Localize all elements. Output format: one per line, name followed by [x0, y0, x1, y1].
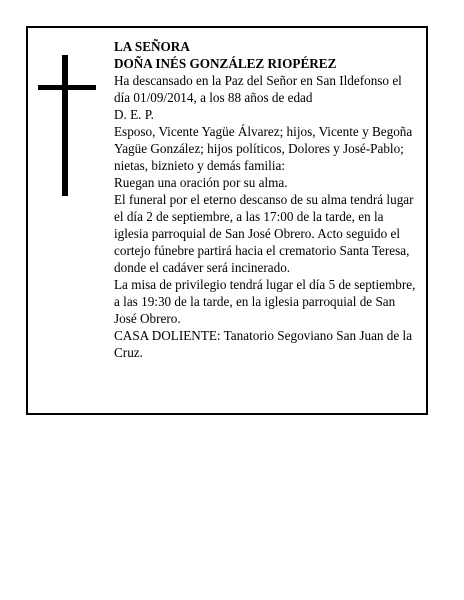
notice-heading-name: DOÑA INÉS GONZÁLEZ RIOPÉREZ [114, 56, 337, 71]
notice-paragraph-funeral: El funeral por el eterno descanso de su alma tendrá lugar el día 2 de septiembre, a las 17:00 de la tarde, en la iglesia parroquial de San José Obrero. Acto seguido el cortejo fúnebre partirá hacia el crematorio Santa Teresa, donde el cadáver será incinerado. [114, 192, 414, 275]
notice-paragraph-mourning-house: CASA DOLIENTE: Tanatorio Segoviano San Juan de la Cruz. [114, 328, 413, 360]
cross-icon [38, 55, 96, 196]
notice-text [114, 38, 416, 361]
notice-heading-title: LA SEÑORA [114, 39, 190, 54]
cross-horizontal-bar [38, 85, 96, 90]
notice-paragraph-dep: D. E. P. [114, 107, 154, 122]
notice-paragraph-family: Esposo, Vicente Yagüe Álvarez; hijos, Vicente y Begoña Yagüe González; hijos políticos, Dolores y José-Pablo; nietas, biznieto y demás familia: [114, 124, 413, 173]
notice-paragraph-mass: La misa de privilegio tendrá lugar el día 5 de septiembre, a las 19:30 de la tarde, en la iglesia parroquial de San José Obrero. [114, 277, 416, 326]
notice-paragraph-prayer: Ruegan una oración por su alma. [114, 175, 288, 190]
cross-vertical-bar [62, 55, 68, 196]
notice-paragraph-announcement: Ha descansado en la Paz del Señor en San Ildefonso el día 01/09/2014, a los 88 años de edad [114, 73, 402, 105]
